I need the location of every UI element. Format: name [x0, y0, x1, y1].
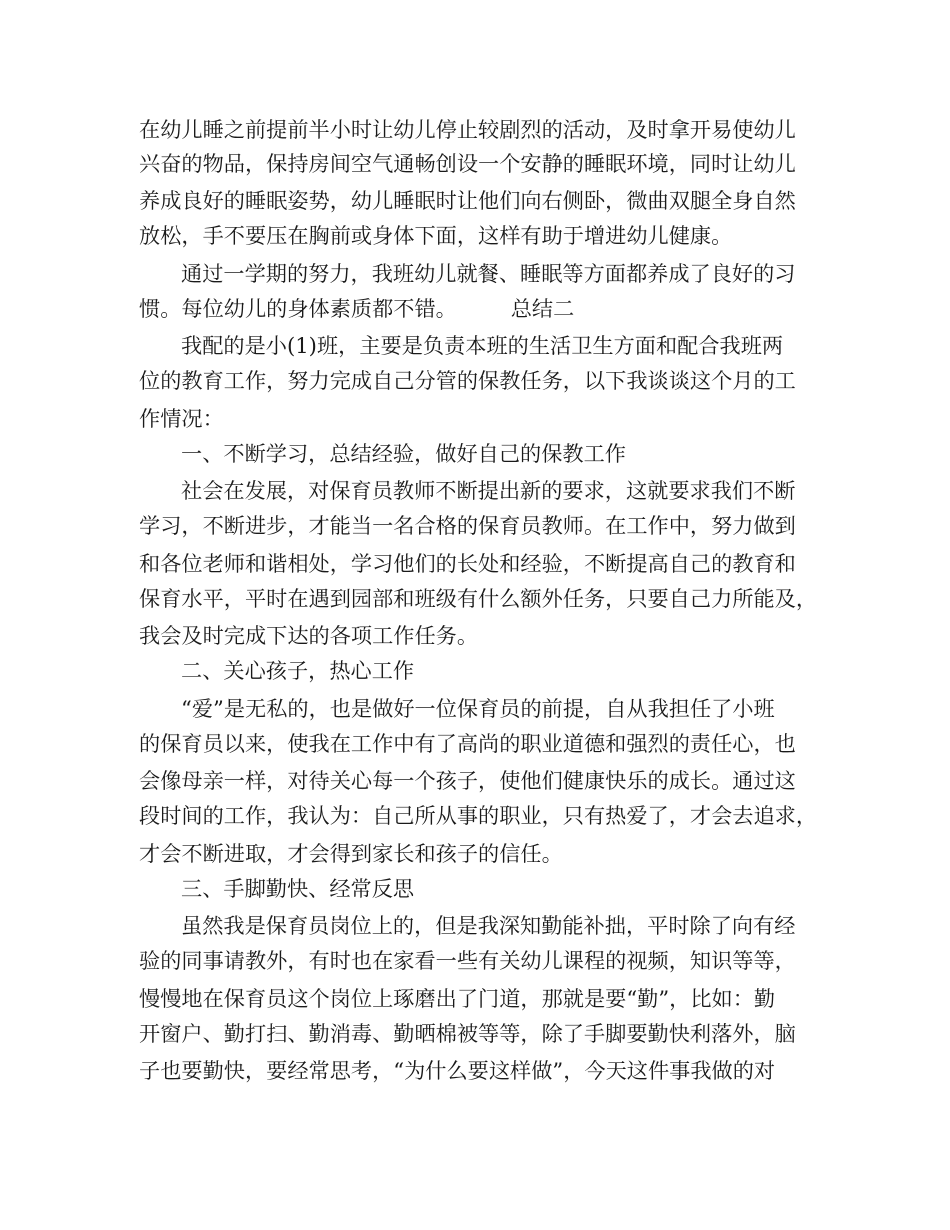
text-line: 子也要勤快，要经常思考，“为什么要这样做”，今天这件事我做的对	[139, 1058, 776, 1083]
section-heading: 一、不断学习，总结经验，做好自己的保教工作	[181, 441, 626, 466]
text-line: 才会不断进取，才会得到家长和孩子的信任。	[139, 841, 563, 866]
paragraph-first-line: 通过一学期的努力，我班幼儿就餐、睡眠等方面都养成了良好的习	[181, 261, 796, 286]
paragraph-first-line: “爱”是无私的，也是做好一位保育员的前提，自从我担任了小班	[181, 696, 775, 721]
paragraph-first-line: 我配的是小(1)班，主要是负责本班的生活卫生方面和配合我班两	[181, 333, 784, 358]
text-line: 慢慢地在保育员这个岗位上琢磨出了门道，那就是要“勤”，比如：勤	[139, 986, 776, 1011]
text-line: 惯。每位幼儿的身体素质都不错。 总结二	[139, 296, 575, 321]
text-line: 兴奋的物品，保持房间空气通畅创设一个安静的睡眠环境，同时让幼儿	[139, 151, 796, 176]
text-line: 养成良好的睡眠姿势，幼儿睡眠时让他们向右侧卧，微曲双腿全身自然	[139, 188, 796, 213]
text-line: 位的教育工作，努力完成自己分管的保教任务，以下我谈谈这个月的工	[139, 368, 796, 393]
section-heading: 二、关心孩子，热心工作	[181, 658, 415, 683]
paragraph-first-line: 社会在发展，对保育员教师不断提出新的要求，这就要求我们不断	[181, 478, 796, 503]
text-line: 作情况：	[139, 406, 224, 431]
text-line: 会像母亲一样，对待关心每一个孩子，使他们健康快乐的成长。通过这	[139, 768, 796, 793]
paragraph-first-line: 虽然我是保育员岗位上的，但是我深知勤能补拙，平时除了向有经	[181, 913, 796, 938]
text-line: 和各位老师和谐相处，学习他们的长处和经验，不断提高自己的教育和	[139, 551, 796, 576]
text-line: 在幼儿睡之前提前半小时让幼儿停止较剧烈的活动，及时拿开易使幼儿	[139, 117, 796, 142]
text-line: 段时间的工作，我认为：自己所从事的职业，只有热爱了，才会去追求，	[139, 803, 818, 828]
text-line: 开窗户、勤打扫、勤消毒、勤晒棉被等等，除了手脚要勤快利落外，脑	[139, 1021, 796, 1046]
text-line: 保育水平，平时在遇到园部和班级有什么额外任务，只要自己力所能及，	[139, 586, 818, 611]
text-line: 放松，手不要压在胸前或身体下面，这样有助于增进幼儿健康。	[139, 223, 733, 248]
section-heading: 三、手脚勤快、经常反思	[181, 876, 415, 901]
text-line: 验的同事请教外，有时也在家看一些有关幼儿课程的视频，知识等等，	[139, 948, 796, 973]
text-line: 学习，不断进步，才能当一名合格的保育员教师。在工作中，努力做到	[139, 513, 796, 538]
text-line: 我会及时完成下达的各项工作任务。	[139, 623, 479, 648]
text-line: 的保育员以来，使我在工作中有了高尚的职业道德和强烈的责任心，也	[139, 731, 796, 756]
